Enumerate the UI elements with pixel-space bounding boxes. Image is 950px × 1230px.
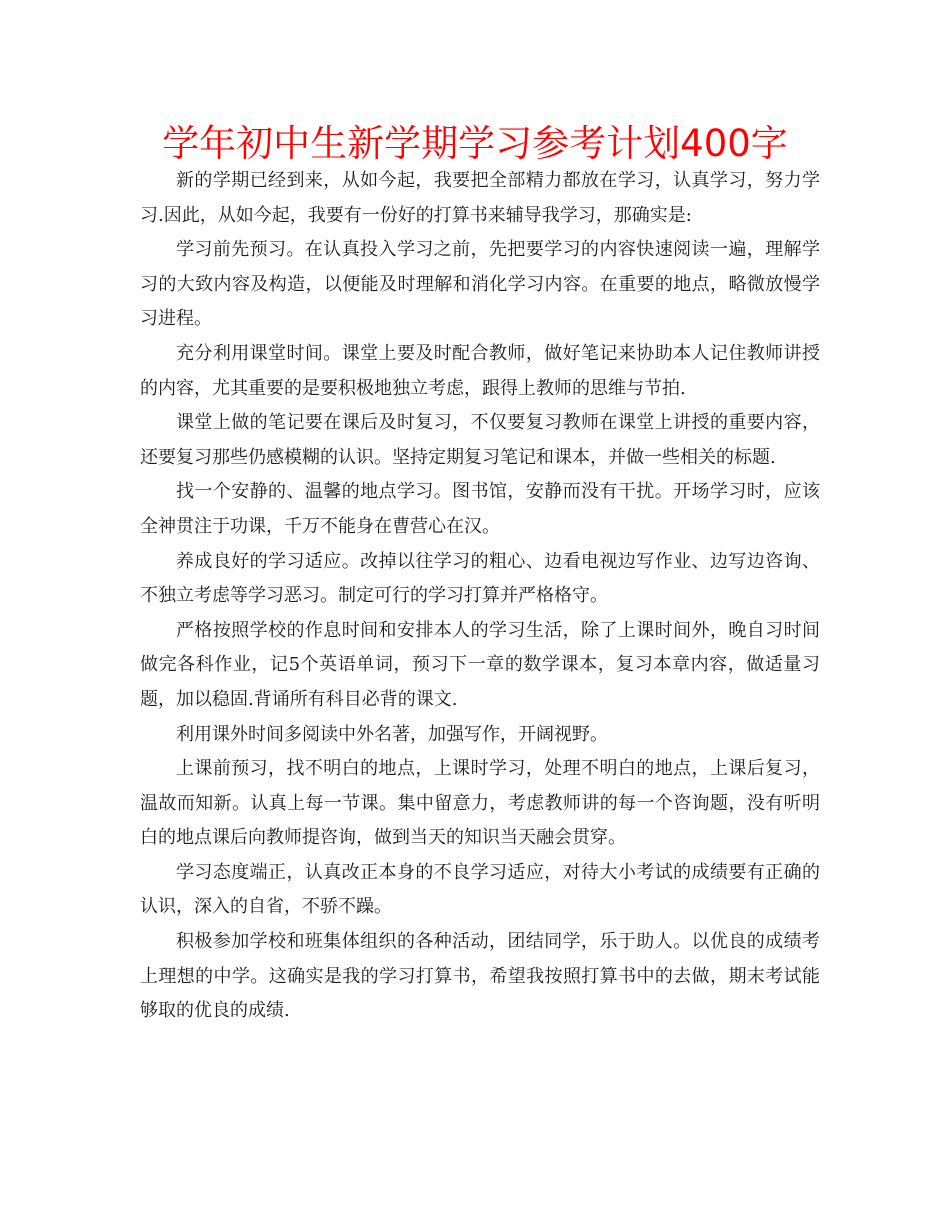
paragraph-9: 上课前预习，找不明白的地点，上课时学习，处理不明白的地点，上课后复习，温故而知新。认真上每一节课。集中留意力，考虑教师讲的每一个咨询题，没有听明白的地点课后向教师提咨询，做到当天的知识当天融会贯穿。 — [140, 758, 820, 849]
paragraph-6: 养成良好的学习适应。改掉以往学习的粗心、边看电视边写作业、边写边咨询、不独立考虑等学习恶习。制定可行的学习打算并严格格守。 — [140, 550, 820, 607]
document-body — [140, 164, 820, 1029]
paragraph-1: 新的学期已经到来，从如今起，我要把全部精力都放在学习，认真学习，努力学习.因此，从如今起，我要有一份好的打算书来辅导我学习，那确实是: — [140, 170, 820, 226]
paragraph-5: 找一个安静的、温馨的地点学习。图书馆，安静而没有干扰。开场学习时，应该全神贯注于功课，千万不能身在曹营心在汉。 — [140, 481, 820, 537]
document-title: 学年初中生新学期学习参考计划400字 — [162, 122, 788, 165]
paragraph-8: 利用课外时间多阅读中外名著，加强写作，开阔视野。 — [176, 723, 608, 745]
paragraph-4: 课堂上做的笔记要在课后及时复习，不仅要复习教师在课堂上讲授的重要内容，还要复习那些仍感模糊的认识。坚持定期复习笔记和课本，并做一些相关的标题. — [140, 412, 820, 468]
paragraph-2: 学习前先预习。在认真投入学习之前，先把要学习的内容快速阅读一遍，理解学习的大致内容及构造，以便能及时理解和消化学习内容。在重要的地点，略微放慢学习进程。 — [140, 239, 820, 330]
paragraph-10: 学习态度端正，认真改正本身的不良学习适应，对待大小考试的成绩要有正确的认识，深入的自省，不骄不躁。 — [140, 861, 820, 918]
paragraph-7: 严格按照学校的作息时间和安排本人的学习生活，除了上课时间外，晚自习时间做完各科作业，记5个英语单词，预习下一章的数学课本，复习本章内容，做适量习题，加以稳固.背诵所有科目必背的课文. — [140, 619, 820, 710]
paragraph-3: 充分利用课堂时间。课堂上要及时配合教师，做好笔记来协助本人记住教师讲授的内容，尤其重要的是要积极地独立考虑，跟得上教师的思维与节拍. — [140, 342, 820, 399]
paragraph-11: 积极参加学校和班集体组织的各种活动，团结同学，乐于助人。以优良的成绩考上理想的中学。这确实是我的学习打算书，希望我按照打算书中的去做，期末考试能够取的优良的成绩. — [140, 931, 820, 1022]
